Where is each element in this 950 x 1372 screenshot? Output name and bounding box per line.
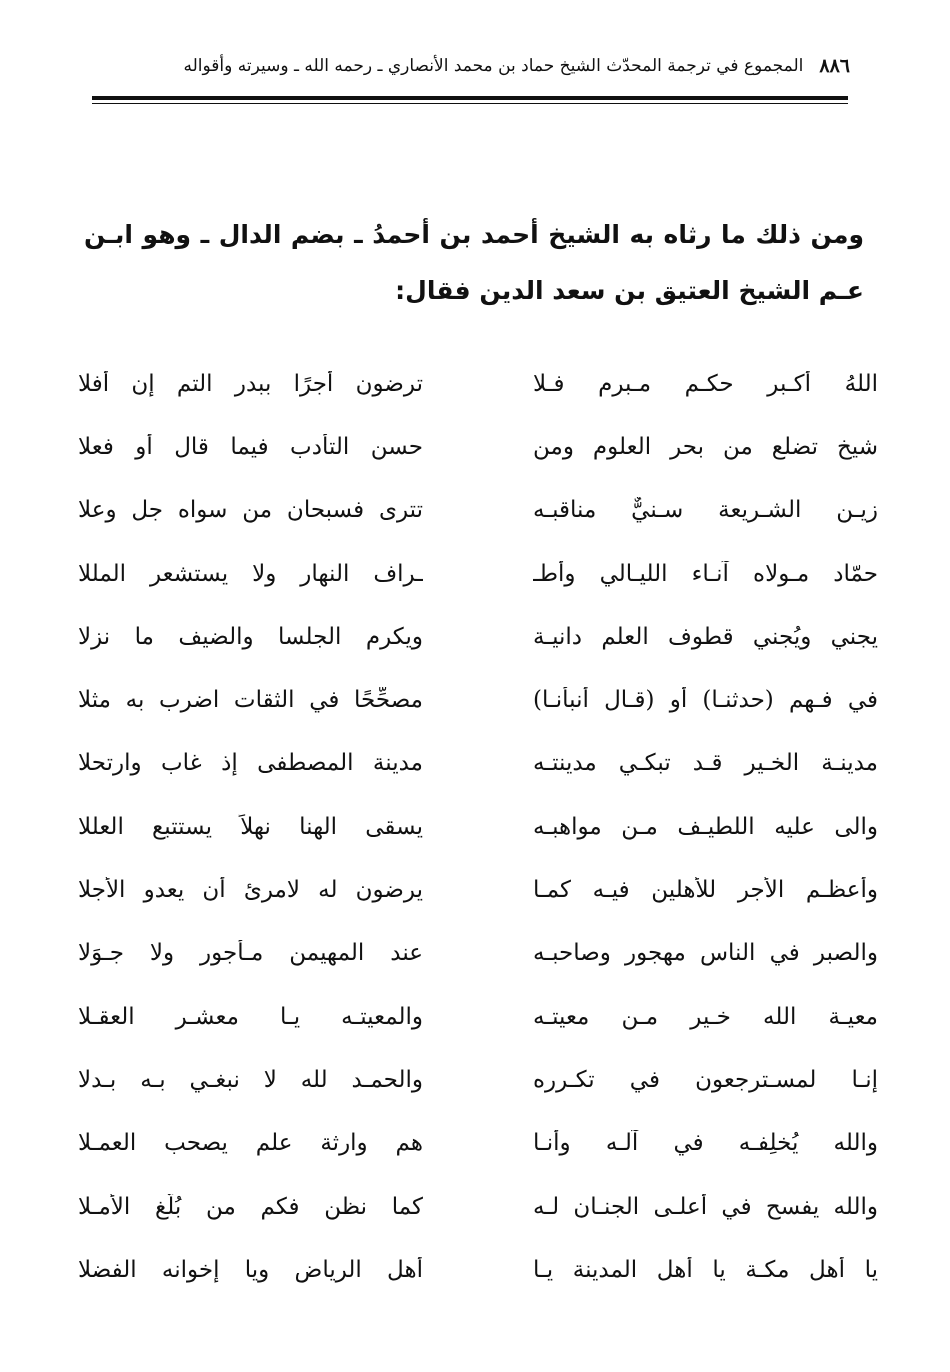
- verse-first-hemistich: يا أهل مكـة يا أهل المدينة يـا: [533, 1256, 878, 1283]
- verse-second-hemistich: يرضون له لامرئ أن يعدو الأجلا: [78, 877, 423, 904]
- poem-verse: [78, 668, 878, 731]
- verse-second-hemistich: والحمـد لله لا نبغـي بـه بـدلا: [78, 1066, 423, 1093]
- running-title: المجموع في ترجمة المحدّث الشيخ حماد بن محمد الأنصاري ـ رحمه الله ـ وسيرته وأقواله: [183, 56, 804, 76]
- header-rule-thick: [92, 96, 848, 100]
- poem-verse: [78, 542, 878, 605]
- poem-verse: [78, 1112, 878, 1175]
- verse-first-hemistich: مدينـة الخـير قـد تبكـي مدينتـه: [533, 750, 878, 777]
- verse-second-hemistich: مدينة المصطفى إذ غاب وارتحلا: [78, 750, 423, 777]
- page-header: [183, 46, 850, 86]
- verse-second-hemistich: كما نظن فكم من بُلّغ الأمـلا: [78, 1193, 423, 1220]
- poem-verse: [78, 479, 878, 542]
- verse-first-hemistich: والصبر في الناس مهجور وصاحبـه: [533, 940, 878, 967]
- poem-verse: [78, 1048, 878, 1111]
- verse-second-hemistich: مصحِّحًا في الثقات اضرب به مثلا: [78, 687, 423, 714]
- verse-first-hemistich: في فـهم (حدثنـا) أو (قـال أنبأنـا): [533, 687, 878, 714]
- verse-second-hemistich: عند المهيمن مـأجور ولا جـوَلا: [78, 940, 423, 967]
- verse-first-hemistich: إنـا لمسـترجعون في تكـرره: [533, 1066, 878, 1093]
- poem-verse: [78, 985, 878, 1048]
- verse-second-hemistich: هم وارثة علم يصحب العمـلا: [78, 1130, 423, 1157]
- poem-verse: [78, 1238, 878, 1301]
- verse-first-hemistich: اللهُ أكـبر حكـم مـبرم فـلا: [533, 370, 878, 397]
- poem-verse: [78, 352, 878, 415]
- verse-second-hemistich: ترضون أجرًا ببدر التم إن أفلا: [78, 370, 423, 397]
- verse-second-hemistich: يسقى الهنا نهلاً يستتبع العللا: [78, 813, 423, 840]
- verse-first-hemistich: حمّاد مـولاه آنـاء الليـالي وأطـ: [533, 560, 878, 587]
- verse-second-hemistich: حسن التأدب فيما قال أو فعلا: [78, 433, 423, 460]
- verse-first-hemistich: شيخ تضلع من بحر العلوم ومن: [533, 433, 878, 460]
- verse-second-hemistich: ويكرم الجلسا والضيف ما نزلا: [78, 623, 423, 650]
- verse-first-hemistich: زيـن الشـريعة سـنيٌّ مناقبـه: [533, 497, 878, 524]
- verse-second-hemistich: والمعيتـه يـا معشـر العقـلا: [78, 1003, 423, 1030]
- poem-verse: [78, 415, 878, 478]
- poem-verse: [78, 922, 878, 985]
- header-rule-thin: [92, 103, 848, 104]
- poem-verse: [78, 605, 878, 668]
- verse-second-hemistich: أهل الرياض ويا إخوانه الفضلا: [78, 1256, 423, 1283]
- poem-verse: [78, 795, 878, 858]
- verse-first-hemistich: معيـة الله خـير مـن معيتـه: [533, 1003, 878, 1030]
- verse-first-hemistich: والى عليه اللطيـف مـن مواهبـه: [533, 813, 878, 840]
- verse-first-hemistich: والله يُخلِفـه في آلـه وأنـا: [533, 1130, 878, 1157]
- poem-verse: [78, 1175, 878, 1238]
- verse-second-hemistich: تترى فسبحان من سواه جل وعلا: [78, 497, 423, 524]
- verse-second-hemistich: ـراف النهار ولا يستشعر المللا: [78, 560, 423, 587]
- verse-first-hemistich: يجني ويُجني قطوف العلم دانيـة: [533, 623, 878, 650]
- poem-verse: [78, 732, 878, 795]
- verse-first-hemistich: وأعظـم الأجر للأهلين فيـه كمـا: [533, 877, 878, 904]
- intro-paragraph: ومن ذلك ما رثاه به الشيخ أحمد بن أحمدُ ـ بضم الدال ـ وهو ابـن عـم الشيخ العتيق بن سعد الدين فقال:: [84, 220, 864, 305]
- page-number: ٨٨٦: [819, 55, 850, 77]
- poem-verse: [78, 858, 878, 921]
- verse-first-hemistich: والله يفسح في أعلـى الجنـان لـه: [533, 1193, 878, 1220]
- poem: [78, 352, 878, 1301]
